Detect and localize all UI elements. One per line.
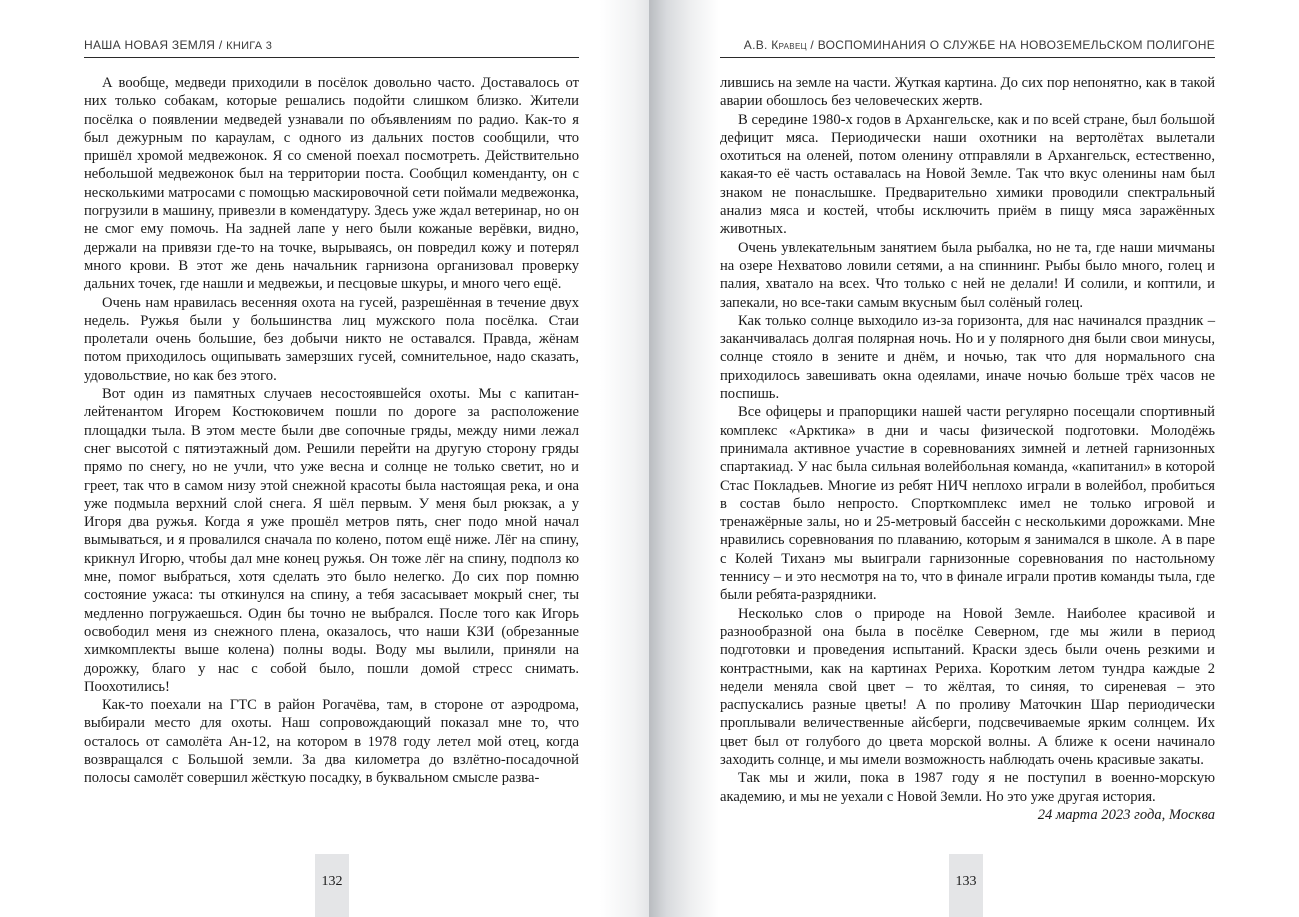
- page-number-left: 132: [315, 854, 349, 917]
- paragraph: Вот один из памятных случаев несостоявшейся охоты. Мы с капитан-лейтенантом Игорем Костюковичем пошли по дороге за расположение площадки тыла. В этом месте были две сопочные гряды, между ними лежал снег высотой с пятиэтажный дом. Решили перейти на другую сторону гряды прямо по снегу, но не учли, что уже весна и солнце не только светит, но и греет, так что в самом низу этой снежной красоты была настоящая река, и она уже подмыла верхний слой снега. Я шёл первым. У меня был рюкзак, а у Игоря два ружья. Когда я уже прошёл метров пять, снег подо мной начал вымываться, и я провалился сначала по колено, потом ещё ниже. Лёг на спину, крикнул Игорю, чтобы дал мне конец ружья. Он тоже лёг на спину, подполз ко мне, помог выбраться, хотя сделать это было нелегко. До сих пор помню состояние ужаса: ты откинулся на спину, а тебя засасывает мокрый снег, ты медленно погружаешься. Один бы точно не выбрался. После того как Игорь освободил меня из снежного плена, оказалось, что наши КЗИ (обрезанные химкомплекты выше колена) полны воды. Воду мы вылили, приняли на дорожку, благо у нас с собой было, пошли домой стресс снимать. Поохотились!: [84, 386, 579, 695]
- paragraph-continuation: лившись на земле на части. Жуткая картина. До сих пор непонятно, как в такой аварии обошлось без человеческих жертв.: [720, 75, 1215, 110]
- header-rule-right: [720, 57, 1215, 58]
- paragraph: Как только солнце выходило из-за горизонта, для нас начинался праздник – заканчивалась долгая полярная ночь. Но и у полярного дня были свои минусы, солнце стояло в зените и днём, и ночью, так что для нормального сна приходилось завешивать окна одеялами, иначе ночью больше трёх часов не поспишь.: [720, 312, 1215, 403]
- header-rule-left: [84, 57, 579, 58]
- paragraph: А вообще, медведи приходили в посёлок довольно часто. Доставалось от них только собакам, которые решались подойти слишком близко. Жители посёлка о появлении медведей узнавали по объявлениям по радио. Как-то я был дежурным по караулам, с одного из дальних постов сообщили, что пришёл хромой медвежонок. Я со сменой поехал посмотреть. Действительно небольшой медвежонок был на территории поста. Сообщил коменданту, он с несколькими матросами с помощью маскировочной сети поймали медвежонка, погрузили в машину, привезли в комендатуру. Здесь уже ждал ветеринар, но он не смог ему помочь. На задней лапе у него были кожаные верёвки, видно, держали на привязи где-то на точке, вырываясь, он повредил кожу и потерял много крови. В этот же день начальник гарнизона организовал проверку дальних точек, где нашли и медвежьи, и песцовые шкуры, и много чего ещё.: [84, 75, 579, 293]
- paragraph: Так мы и жили, пока в 1987 году я не поступил в военно-морскую академию, и мы не уехали с Новой Земли. Но это уже другая история.: [720, 770, 1215, 805]
- gutter-shadow-left: [600, 0, 649, 917]
- right-page-body: [720, 74, 1215, 824]
- running-header-left: [84, 38, 272, 52]
- header-separator: /: [215, 38, 227, 52]
- header-author: А.В. Кравец: [743, 38, 807, 52]
- date-place-signature: 24 марта 2023 года, Москва: [1037, 806, 1215, 823]
- paragraph: Как-то поехали на ГТС в район Рогачёва, там, в стороне от аэродрома, выбирали место для охоты. Наш сопровождающий показал мне то, что осталось от самолёта Ан-12, на котором в 1978 году летел мой отец, когда возвращался с Большой земли. За два километра до взлётно-посадочной полосы самолёт совершил жёсткую посадку, в буквальном смысле разва-: [84, 697, 579, 787]
- left-page: [0, 0, 649, 917]
- header-chapter-title: ВОСПОМИНАНИЯ О СЛУЖБЕ НА НОВОЗЕМЕЛЬСКОМ ПОЛИГОНЕ: [817, 38, 1215, 52]
- paragraph: Несколько слов о природе на Новой Земле. Наиболее красивой и разнообразной она была в посёлке Северном, где мы жили в период подготовки и проведения испытаний. Краски здесь были очень резкими и контрастными, как на картинах Рериха. Коротким летом тундра каждые 2 недели меняла свой цвет – то жёлтая, то синяя, то сиреневая – это распускались разные цветы! А по проливу Маточкин Шар периодически проплывали величественные айсберги, подсвечиваемые ярким солнцем. Их цвет был от голубого до цвета морской волны. А ближе к осени начинало заходить солнце, и мы имели возможность наблюдать очень красивые закаты.: [720, 605, 1215, 768]
- page-number-right: 133: [949, 854, 983, 917]
- gutter-shadow-right: [649, 0, 719, 917]
- running-header-right: [744, 38, 1215, 52]
- paragraph: В середине 1980-х годов в Архангельске, как и по всей стране, был большой дефицит мяса. Периодически наши охотники на вертолётах вылетали охотиться на оленей, потом оленину отправляли в Архангельск, естественно, какая-то её часть оставалась на Новой Земле. Так что вкус оленины нам был знаком не понаслышке. Предварительно химики проводили спектральный анализ мяса и костей, чтобы исключить приём в пищу мяса заражённых животных.: [720, 111, 1215, 238]
- left-page-body: [84, 74, 579, 788]
- header-book-number: КНИГА 3: [226, 40, 273, 52]
- header-separator: /: [806, 38, 818, 52]
- header-book-title: НАША НОВАЯ ЗЕМЛЯ: [84, 38, 216, 52]
- paragraph: Очень нам нравилась весенняя охота на гусей, разрешённая в течение двух недель. Ружья были у большинства лиц мужского пола посёлка. Стаи пролетали очень большие, без добычи никто не оставался. Правда, жёнам потом приходилось ощипывать замерзших гусей, сомнительное, надо сказать, удовольствие, но как без этого.: [84, 294, 579, 384]
- paragraph: Все офицеры и прапорщики нашей части регулярно посещали спортивный комплекс «Арктика» в дни и часы физической подготовки. Молодёжь принимала активное участие в соревнованиях зимней и летней гарнизонных спартакиад. У нас была сильная волейбольная команда, «капитанил» в которой Стас Покладьев. Многие из ребят НИЧ неплохо играли в волейбол, пробиться в состав было непросто. Спорткомплекс имел не только игровой и тренажёрные залы, но и 25-метровый бассейн с несколькими дорожками. Мне нравились соревнования по плаванию, которым я занимался в школе. А в паре с Колей Тиханэ мы выиграли гарнизонные соревнования по настольному теннису – и это несмотря на то, что в финале играли против команды тыла, где были ребята-разрядники.: [720, 404, 1215, 604]
- paragraph: Очень увлекательным занятием была рыбалка, но не та, где наши мичманы на озере Нехватово ловили сетями, а на спиннинг. Рыбы было много, голец и палия, хватало на всех. Что только с ней не делали! И солили, и коптили, и запекали, но все-таки самым вкусным был солёный голец.: [720, 239, 1215, 311]
